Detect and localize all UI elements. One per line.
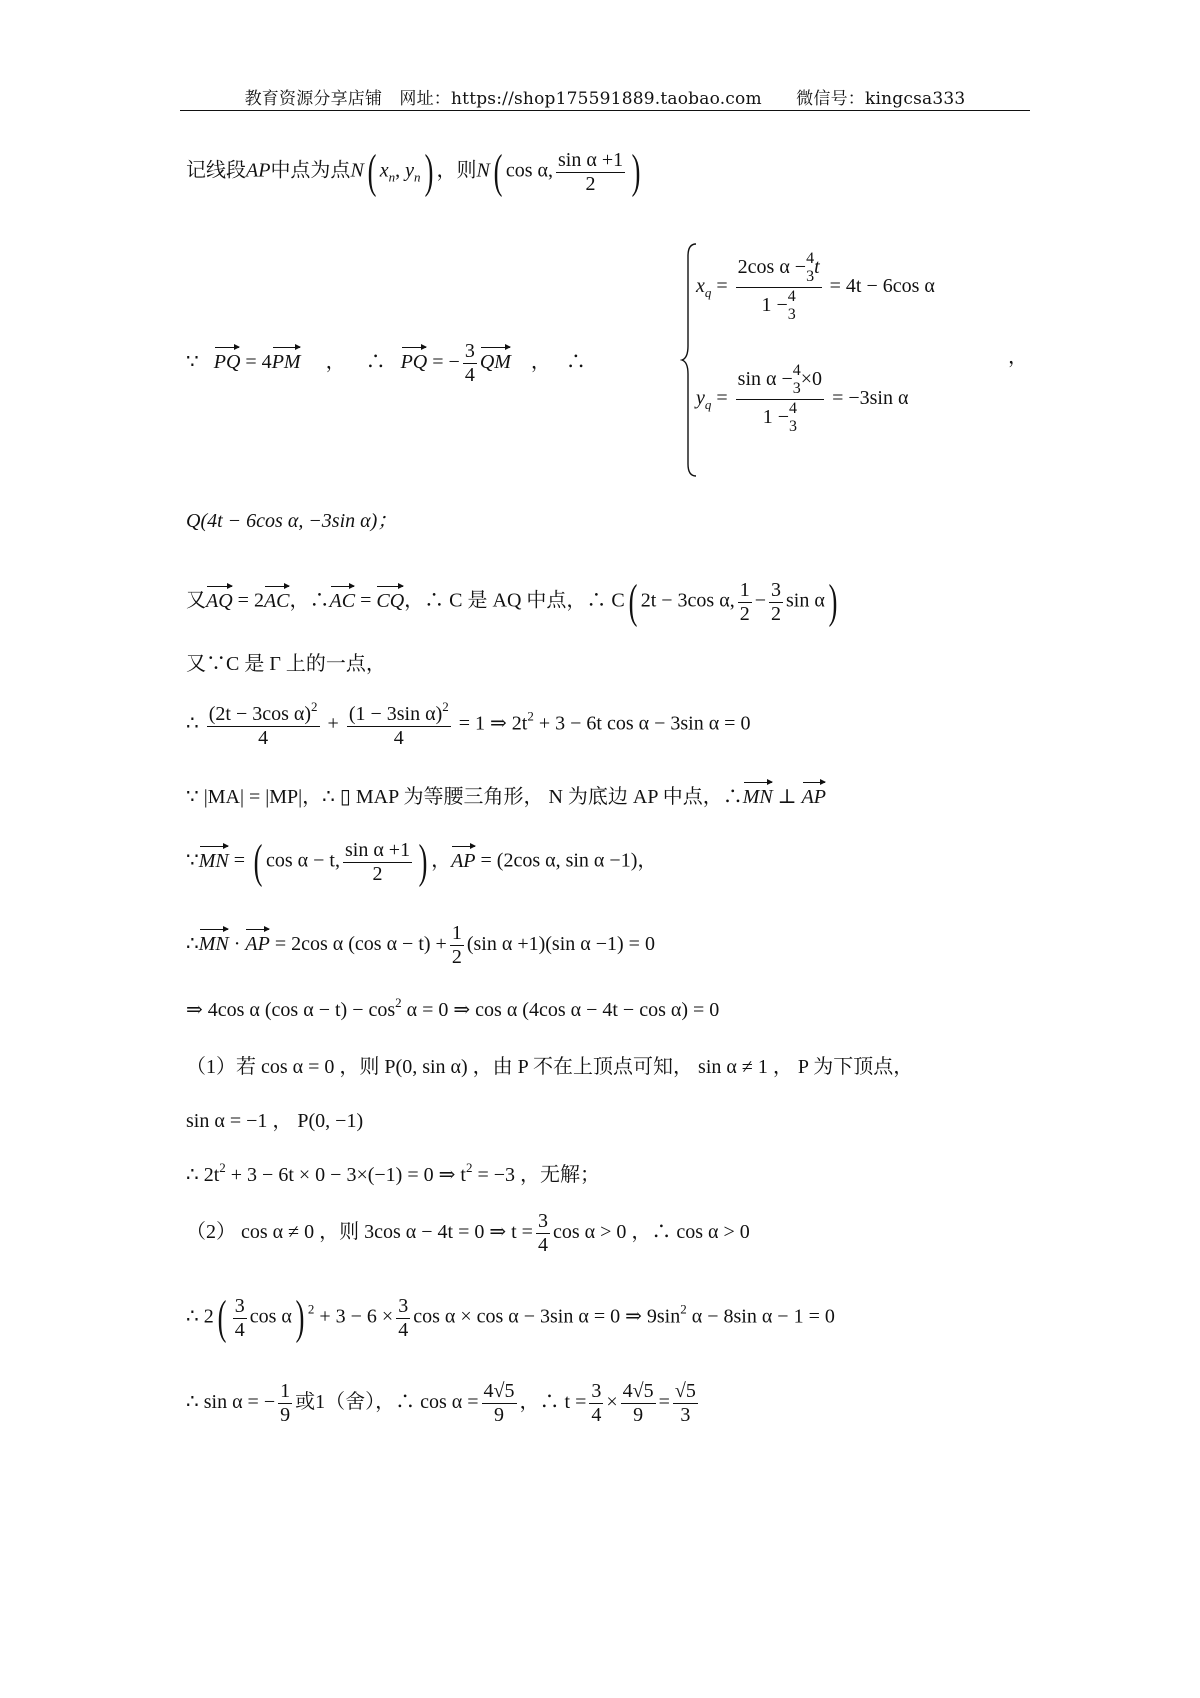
page-header: 教育资源分享店铺 网址：https://shop175591889.taobao.com 微信号：kingcsa333 (244, 89, 966, 109)
line-c-on-gamma: 又∵C 是 Γ 上的一点， (186, 653, 386, 675)
equation-xq: $x_q$ = 2cos α − 4 3 t 1 − 4 3 = 4t − 6cos α (696, 250, 935, 324)
equation-system (680, 242, 1000, 478)
line-substitute: ∴ 2( $\frac{3}{4}$ cos α) $^2$ + 3 − 6 × $\frac{3}{4}$ cos α × cos α − 3sin α = 0 ⇒ $9\sin^2$ α − 8sin α − 1 = 0 (186, 1291, 835, 1344)
line-midpoint-n: 记线段AP中点为点N( $x_n$, $y_n$) ，则N( cos α, $\frac{\text{sin α +1}}{2}$ ) (186, 145, 641, 198)
line-simplify: ⇒ 4cos α (cos $\alpha - t) - \cos^2 \alpha = 0$ ⇒ cos α (4cos α − 4t − cos α) = 0 (186, 995, 720, 1021)
line-no-solution: ∴ $2t^2 + 3 - 6t \times 0 - 3\times(-1) = 0$ ⇒ $t^2 = -3$ ，无解； (186, 1160, 600, 1186)
line-vector-pq: ∵ PQ = 4PM ， ∴ PQ = − $\frac{3}{4}$ QM ， ∴ (186, 340, 586, 386)
line-mn-ap-vectors: ∵MN = ( cos α − t, $\frac{\text{sin α +1}}{2}$ ) ，AP = (2cos α, sin α −1)， (186, 835, 658, 888)
line-case-2: （2） cos α ≠ 0 ，则 3cos α − 4t = 0 ⇒ t = $\frac{3}{4}$ cos α > 0 ，∴ cos α > 0 (186, 1210, 750, 1256)
line-q-coord: Q(4t − 6cos α, −3sin α)； (186, 510, 398, 532)
line-sin-neg1: sin α = −1 ， P(0, −1) (186, 1110, 364, 1132)
line-final-answer: ∴ sin α = − $\frac{1}{9}$ 或1（舍），∴ cos α = $\frac{4√5}{9}$ ，∴ t = $\frac{3}{4}$ × $\frac{4√5}{9}$ = $\frac{√5}{3}$ (186, 1380, 696, 1426)
line-c-midpoint: 又AQ = 2AC，∴AC = CQ，∴ C 是 AQ 中点，∴ C( 2t − 3cos α, $\frac{1}{2}$ − $\frac{3}{2}$ sin α) (186, 575, 838, 628)
line-isosceles: ∵ |MA| = |MP|，∴ ▯ MAP 为等腰三角形， N 为底边 AP 中点，∴MN ⊥ AP (186, 786, 827, 808)
line-ellipse-eq: ∴ $\frac{(2t - 3\cos \alpha)^2}{4}$ + $\frac{(1 - 3\sin \alpha)^2}{4}$ = 1 ⇒ $2t^2 + 3 - 6t$ cos α − 3sin α = 0 (186, 699, 751, 749)
line-case-1: （1）若 cos α = 0 ，则 P(0, sin α) ，由 P 不在上顶点可知， sin α ≠ 1 ， P 为下顶点， (186, 1056, 914, 1078)
line-vector-trailing-comma: ， (1008, 346, 1028, 368)
header-rule (180, 110, 1030, 111)
line-dot-product: ∴MN · AP = 2cos α (cos α − t) + $\frac{1}{2}$ (sin α +1)(sin α −1) = 0 (186, 922, 655, 968)
equation-yq: $y_q$ = sin α − 4 3 ×0 1 − 4 3 = −3sin α (696, 362, 909, 436)
